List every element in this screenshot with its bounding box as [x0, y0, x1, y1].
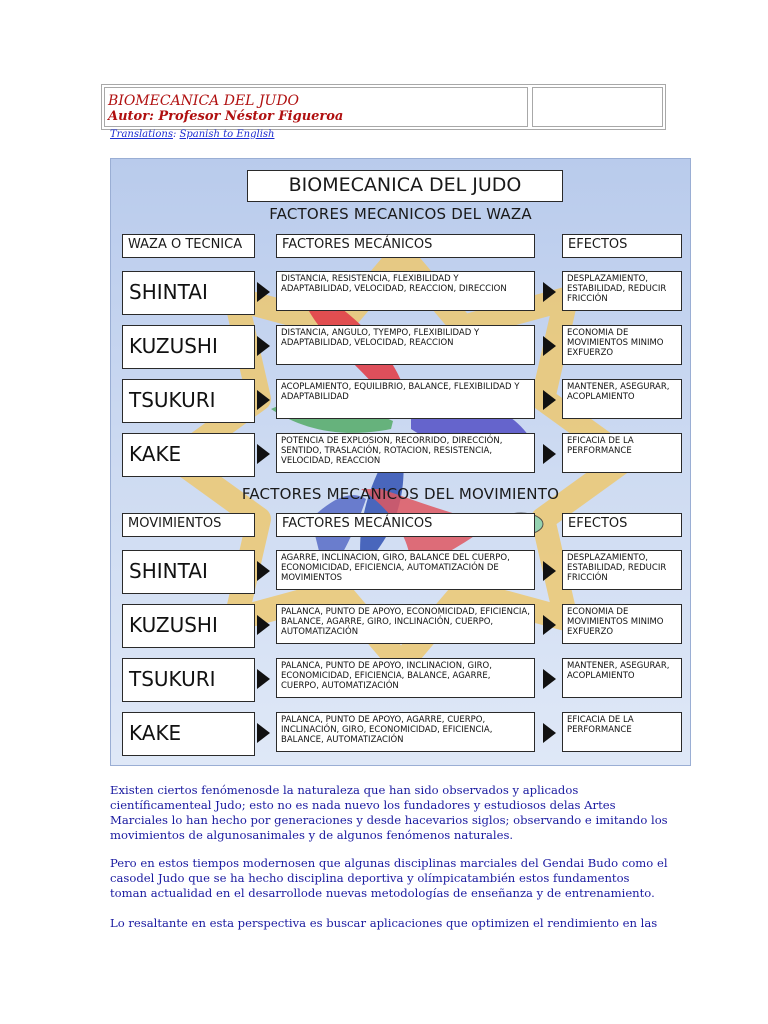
movement-name-kake: KAKE: [122, 712, 255, 756]
movement-name-kuzushi: KUZUSHI: [122, 604, 255, 648]
arrow-right-icon: [543, 723, 556, 743]
arrow-right-icon: [543, 561, 556, 581]
spanish-to-english-link[interactable]: Spanish to English: [179, 129, 275, 140]
effects-kuzushi: ECONOMIA DE MOVIMIENTOS MINIMO EXFUERZO: [562, 325, 682, 365]
factors-tsukuri: ACOPLAMIENTO, EQUILIBRIO, BALANCE, FLEXIBILIDAD Y ADAPTABILIDAD: [276, 379, 535, 419]
document-author: Autor: Profesor Néstor Figueroa: [108, 109, 344, 124]
effects-kuzushi-movement: ECONOMIA DE MOVIMIENTOS MINIMO EXFUERZO: [562, 604, 682, 644]
col-header-movements: MOVIMIENTOS: [122, 513, 255, 537]
arrow-right-icon: [543, 669, 556, 689]
translations-link[interactable]: Translations: [110, 129, 173, 140]
technique-name-tsukuri: TSUKURI: [122, 379, 255, 423]
movement-name-shintai: SHINTAI: [122, 550, 255, 594]
translations-separator: :: [172, 129, 180, 140]
arrow-right-icon: [543, 282, 556, 302]
arrow-right-icon: [543, 336, 556, 356]
col-header-technique: WAZA O TECNICA: [122, 234, 255, 258]
arrow-right-icon: [257, 282, 270, 302]
col-header-factors: FACTORES MECÁNICOS: [276, 513, 535, 537]
col-header-effects: EFECTOS: [562, 234, 682, 258]
arrow-right-icon: [257, 723, 270, 743]
factors-kake-movement: PALANCA, PUNTO DE APOYO, AGARRE, CUERPO, INCLINACIÓN, GIRO, ECONOMICIDAD, EFICIENCIA, BALANCE, AUTOMATIZACIÓN: [276, 712, 535, 752]
biomechanics-infographic: [110, 158, 691, 766]
col-header-factors: FACTORES MECÁNICOS: [276, 234, 535, 258]
effects-tsukuri-movement: MANTENER, ASEGURAR, ACOPLAMIENTO: [562, 658, 682, 698]
arrow-right-icon: [257, 615, 270, 635]
header-title-cell: [104, 87, 528, 127]
arrow-right-icon: [543, 390, 556, 410]
header-table: [101, 84, 666, 130]
arrow-right-icon: [543, 615, 556, 635]
arrow-right-icon: [257, 390, 270, 410]
effects-shintai-movement: DESPLAZAMIENTO, ESTABILIDAD, REDUCIR FRICCIÓN: [562, 550, 682, 590]
effects-tsukuri: MANTENER, ASEGURAR, ACOPLAMIENTO: [562, 379, 682, 419]
factors-kuzushi: DISTANCIA, ANGULO, TYEMPO, FLEXIBILIDAD Y ADAPTABILIDAD, VELOCIDAD, REACCION: [276, 325, 535, 365]
body-paragraph-1: Existen ciertos fenómenosde la naturaleza que han sido observados y aplicados científicamenteal Judo; esto no es nada nuevo los fundadores y estudiosos delas Artes Marciales lo han hecho por generaciones y desde hacevarios siglos; observando e imitando los movimientos de algunosanimales y de algunos fenómenos naturales.: [110, 783, 668, 842]
arrow-right-icon: [257, 669, 270, 689]
arrow-right-icon: [257, 444, 270, 464]
technique-name-shintai: SHINTAI: [122, 271, 255, 315]
col-header-effects: EFECTOS: [562, 513, 682, 537]
movement-name-tsukuri: TSUKURI: [122, 658, 255, 702]
infographic-title: BIOMECANICA DEL JUDO: [247, 170, 563, 202]
header-empty-cell: [532, 87, 663, 127]
effects-shintai: DESPLAZAMIENTO, ESTABILIDAD, REDUCIR FRICCIÓN: [562, 271, 682, 311]
arrow-right-icon: [257, 336, 270, 356]
factors-kuzushi-movement: PALANCA, PUNTO DE APOYO, ECONOMICIDAD, EFICIENCIA, BALANCE, AGARRE, GIRO, INCLINACIÓN, CUERPO, AUTOMATIZACIÓN: [276, 604, 535, 644]
effects-kake: EFICACIA DE LA PERFORMANCE: [562, 433, 682, 473]
factors-kake: POTENCIA DE EXPLOSION, RECORRIDO, DIRECCIÓN, SENTIDO, TRASLACIÓN, ROTACION, RESISTENCIA, VELOCIDAD, REACCION: [276, 433, 535, 473]
body-paragraph-3: Lo resaltante en esta perspectiva es buscar aplicaciones que optimizen el rendimiento en las: [110, 916, 658, 930]
factors-shintai-movement: AGARRE, INCLINACION, GIRO, BALANCE DEL CUERPO, ECONOMICIDAD, EFICIENCIA, AUTOMATIZACIÓN DE MOVIMIENTOS: [276, 550, 535, 590]
section-title-waza: FACTORES MECANICOS DEL WAZA: [269, 205, 532, 223]
effects-kake-movement: EFICACIA DE LA PERFORMANCE: [562, 712, 682, 752]
document-title: BIOMECANICA DEL JUDO: [108, 93, 300, 109]
factors-shintai: DISTANCIA, RESISTENCIA, FLEXIBILIDAD Y ADAPTABILIDAD, VELOCIDAD, REACCION, DIRECCION: [276, 271, 535, 311]
technique-name-kuzushi: KUZUSHI: [122, 325, 255, 369]
arrow-right-icon: [543, 444, 556, 464]
arrow-right-icon: [257, 561, 270, 581]
section-title-movimiento: FACTORES MECANICOS DEL MOVIMIENTO: [241, 485, 560, 503]
translations-bar: [110, 129, 274, 140]
technique-name-kake: KAKE: [122, 433, 255, 477]
factors-tsukuri-movement: PALANCA, PUNTO DE APOYO, INCLINACION, GIRO, ECONOMICIDAD, EFICIENCIA, BALANCE, AGARRE, CUERPO, AUTOMATIZACIÓN: [276, 658, 535, 698]
body-paragraph-2: Pero en estos tiempos modernosen que algunas disciplinas marciales del Gendai Budo como el casodel Judo que se ha hecho disciplina deportiva y olímpicatambién estos fundamentos toman actualidad en el desarrollode nuevas metodologías de enseñanza y de entrenamiento.: [110, 856, 668, 900]
